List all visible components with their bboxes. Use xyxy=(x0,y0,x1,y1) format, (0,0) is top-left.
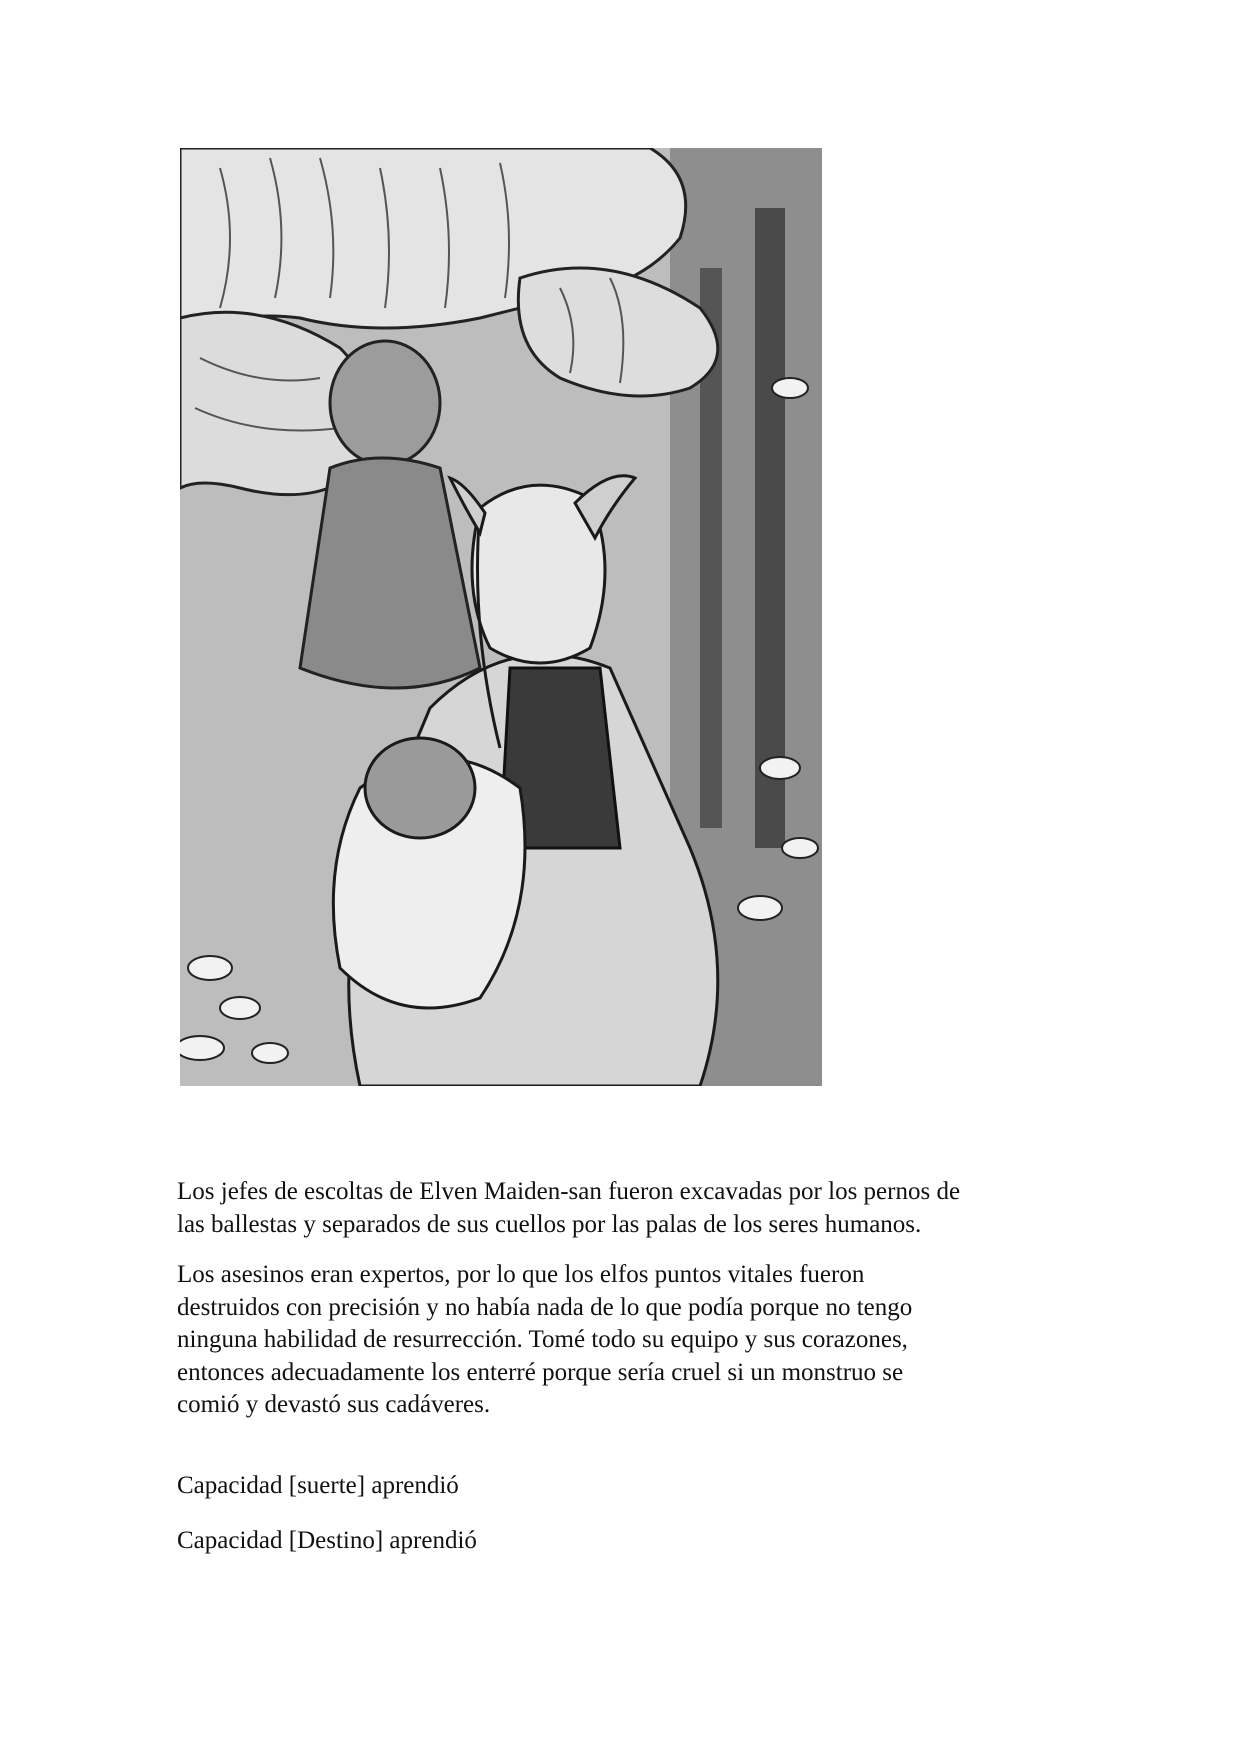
ability-line: Capacidad [suerte] aprendió xyxy=(177,1471,459,1499)
elf-hood xyxy=(365,738,475,838)
spacer xyxy=(177,1440,1077,1470)
body-text xyxy=(177,1176,1077,1580)
manga-illustration xyxy=(180,148,822,1086)
tree-trunk xyxy=(755,208,785,848)
paragraph: Los asesinos eran expertos, por lo que los elfos puntos vitales fueron destruidos con precisión y no había nada de lo que podía porque no tengo ninguna habilidad de resurrección. Tomé todo su equipo y sus corazones, entonces adecuadamente los enterré porque sería cruel si un monstruo se comió y devastó sus cadáveres. xyxy=(177,1261,913,1418)
illustration-art xyxy=(180,148,822,1086)
ability-line: Capacidad [Destino] aprendió xyxy=(177,1526,477,1554)
orc-head xyxy=(330,341,440,465)
paragraph: Los jefes de escoltas de Elven Maiden-san fueron excavadas por los pernos de las ballestas y separados de sus cuellos por las palas de los seres humanos. xyxy=(177,1178,961,1238)
